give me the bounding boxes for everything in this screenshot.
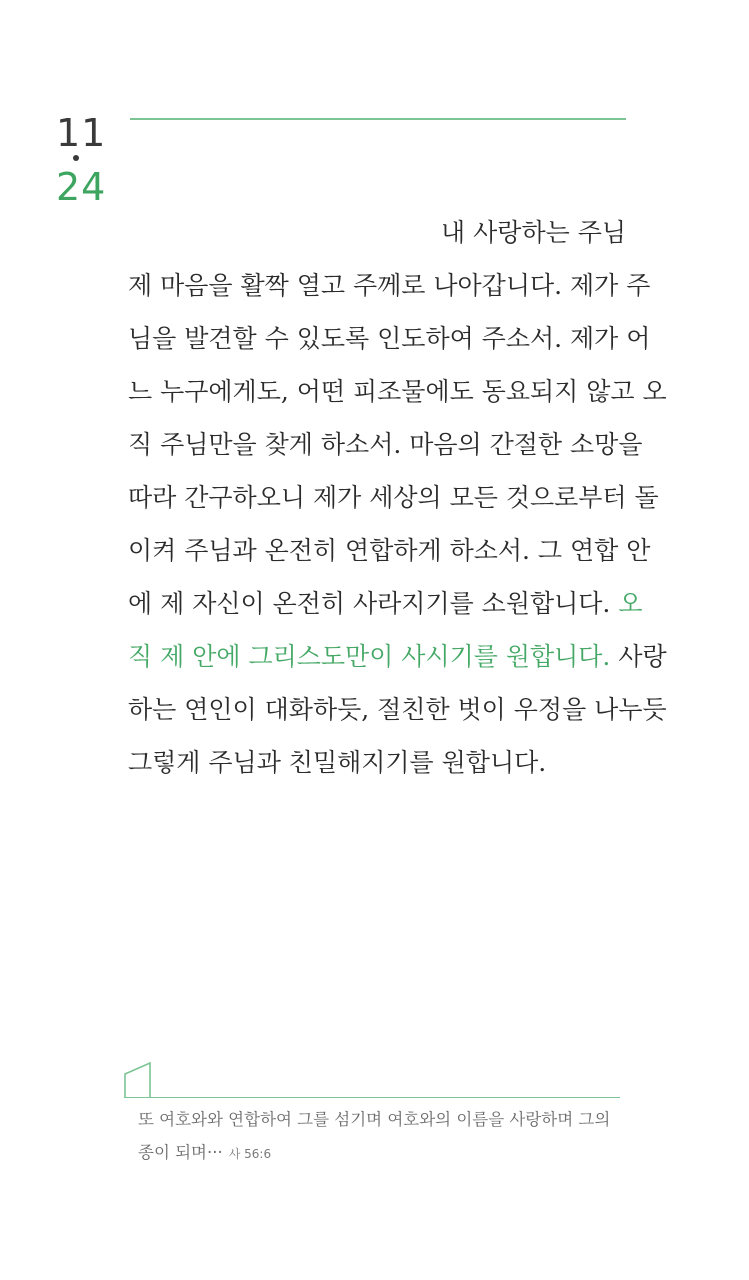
date-month: 11 <box>56 111 107 155</box>
prayer-line: 내 사랑하는 주님 <box>441 218 626 247</box>
prayer-line: 느 누구에게도, 어떤 피조물에도 동요되지 않고 오 <box>128 377 667 406</box>
prayer-line: 그렇게 주님과 친밀해지기를 원합니다. <box>128 748 547 777</box>
prayer-line: 하는 연인이 대화하듯, 절친한 벗이 우정을 나누듯 <box>128 695 667 724</box>
highlighted-prayer-text: 오 <box>618 589 643 618</box>
highlighted-prayer-text: 직 제 안에 그리스도만이 사시기를 원합니다. <box>128 642 611 671</box>
prayer-line: 따라 간구하오니 제가 세상의 모든 것으로부터 돌 <box>128 483 659 512</box>
bookmark-tab-icon <box>124 1062 152 1098</box>
prayer-text <box>128 206 667 789</box>
prayer-line: 제 마음을 활짝 열고 주께로 나아갑니다. 제가 주 <box>128 271 651 300</box>
verse-line <box>138 1136 628 1171</box>
prayer-line <box>128 577 643 630</box>
verse-reference: 사 56:6 <box>228 1147 272 1161</box>
prayer-line: 직 주님만을 찾게 하소서. 마음의 간절한 소망을 <box>128 430 643 459</box>
prayer-line: 님을 발견할 수 있도록 인도하여 주소서. 제가 어 <box>128 324 651 353</box>
verse-line: 또 여호와와 연합하여 그를 섬기며 여호와의 이름을 사랑하며 그의 <box>138 1110 611 1129</box>
date-day: 24 <box>56 165 107 209</box>
date-separator-dot <box>73 155 79 161</box>
verse-text: 종이 되며··· <box>138 1143 223 1162</box>
prayer-line: 이켜 주님과 온전히 연합하게 하소서. 그 연합 안 <box>128 536 651 565</box>
scripture-verse <box>138 1103 628 1171</box>
bottom-divider <box>124 1097 620 1098</box>
prayer-text-plain: 사랑 <box>618 642 667 671</box>
top-divider <box>130 118 626 120</box>
prayer-text-plain: 에 제 자신이 온전히 사라지기를 소원합니다. <box>128 589 611 618</box>
prayer-line <box>128 630 667 683</box>
